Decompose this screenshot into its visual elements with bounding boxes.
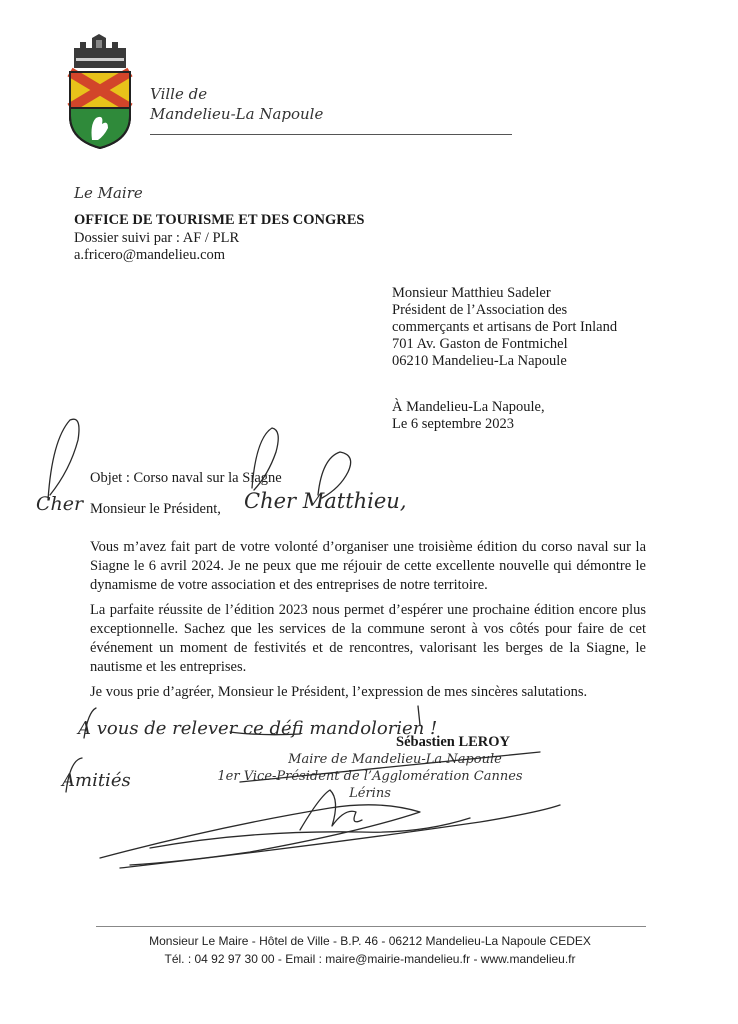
date: Le 6 septembre 2023 [392, 416, 515, 432]
paragraph-2: La parfaite réussite de l’édition 2023 nous permet d’espérer une prochaine édition encore plus exceptionnelle. Sachez que les services de la commune seront à vos côtés pour faire de cet événement un moment de festivités et de rencontres, valorisant les berges de la Siagne, le nautisme et les entreprises. [90, 602, 646, 675]
handwritten-cher-matthieu: Cher Matthieu, [244, 489, 407, 513]
town-name [150, 84, 323, 124]
signatory-name: Sébastien LEROY [396, 734, 511, 750]
place-date [392, 399, 545, 433]
signatory-title-2: 1er Vice-Président de l’Agglomération Cannes Lérins [217, 769, 523, 801]
recipient-line: 06210 Mandelieu-La Napoule [392, 353, 567, 369]
recipient-line: Monsieur Matthieu Sadeler [392, 285, 551, 301]
recipient-line: 701 Av. Gaston de Fontmichel [392, 336, 568, 352]
town-line-2: Mandelieu-La Napoule [150, 105, 324, 123]
sender-office: OFFICE DE TOURISME ET DES CONGRES [74, 212, 365, 228]
handwritten-cher: Cher [36, 493, 84, 515]
recipient-address [392, 285, 617, 370]
footer-line-1: Monsieur Le Maire - Hôtel de Ville - B.P. 46 - 06212 Mandelieu-La Napoule CEDEX [149, 934, 591, 948]
footer-line-2: Tél. : 04 92 97 30 00 - Email : maire@mairie-mandelieu.fr - www.mandelieu.fr [164, 952, 576, 966]
recipient-line: Président de l’Association des [392, 302, 568, 318]
subject-line: Objet : Corso naval sur la Siagne [90, 470, 282, 486]
place: À Mandelieu-La Napoule, [392, 399, 545, 415]
footer-rule [96, 926, 646, 927]
header-rule [150, 134, 512, 135]
dossier-line: Dossier suivi par : AF / PLR [74, 230, 240, 246]
handwritten-note: A vous de relever ce défi mandolorien ! [78, 718, 438, 739]
coat-of-arms-logo [66, 28, 136, 150]
sender-email: a.fricero@mandelieu.com [74, 247, 226, 263]
paragraph-1: Vous m’avez fait part de votre volonté d’organiser une troisième édition du corso naval sur la Siagne le 6 avril 2024. Je ne peux que me réjouir de cette excellente nouvelle qui démontre le dynamisme de votre association et des entreprises de notre territoire. [90, 539, 646, 593]
recipient-line: commerçants et artisans de Port Inland [392, 319, 618, 335]
handwritten-amities: Amitiés [62, 770, 131, 791]
paragraph-3: Je vous prie d’agréer, Monsieur le Président, l’expression de mes sincères salutations. [90, 684, 588, 700]
town-line-1: Ville de [150, 85, 208, 103]
signatory-title-1: Maire de Mandelieu-La Napoule [288, 752, 502, 767]
sender-role: Le Maire [74, 184, 143, 202]
salutation: Monsieur le Président, [90, 501, 221, 517]
footer [60, 932, 680, 968]
